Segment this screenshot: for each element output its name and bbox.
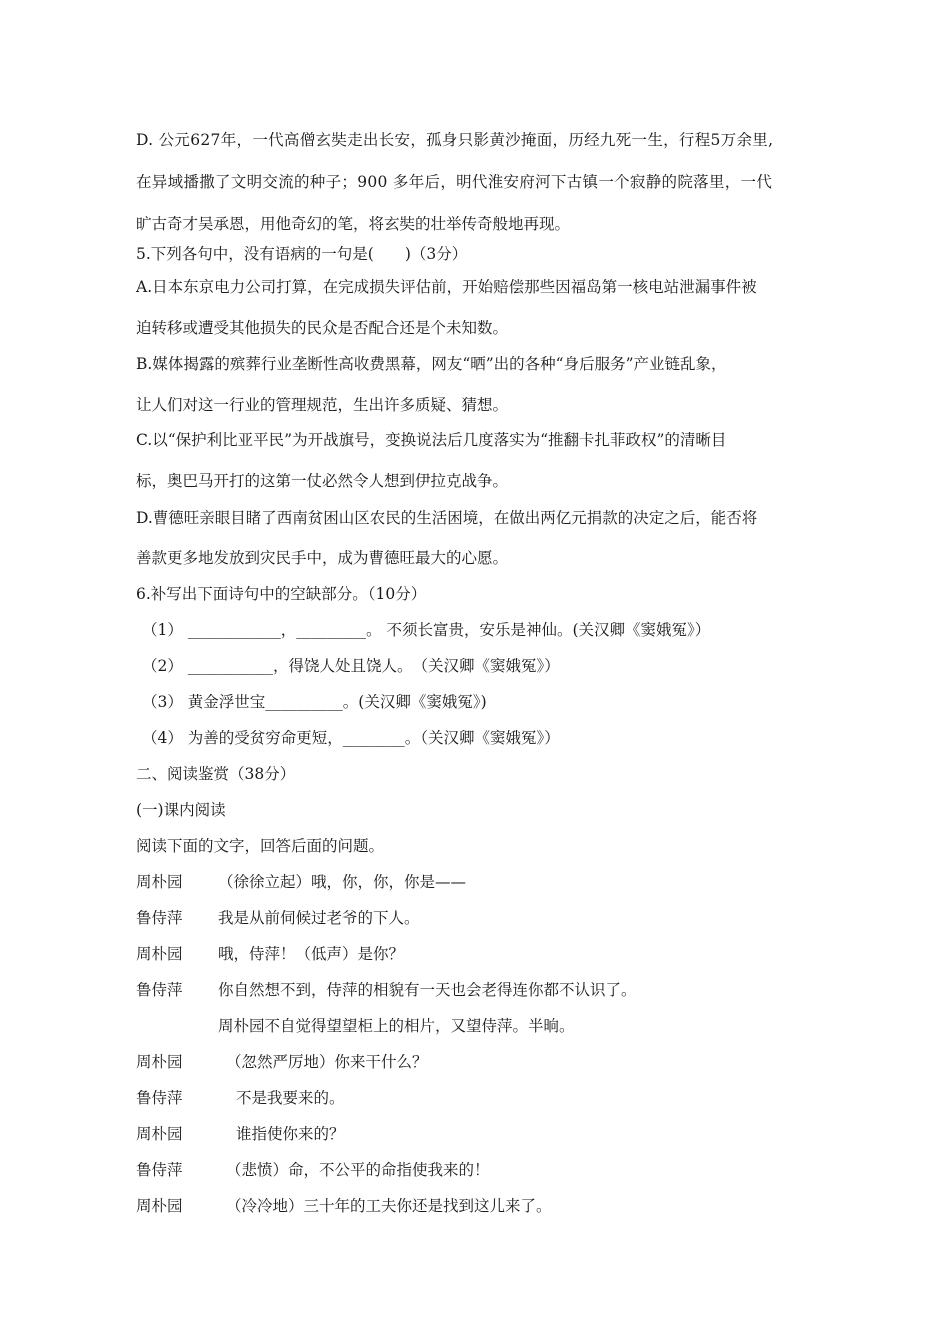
- q6-item-2: （2） ___________，得饶人处且饶人。 （关汉卿《窦娥冤》）: [142, 657, 560, 675]
- q4-option-d-line1: D. 公元627年，一代高僧玄奘走出长安，孤身只影黄沙掩面，历经九死一生，行程5万余里,: [136, 131, 774, 149]
- q5-option-a-line2: 迫转移或遭受其他损失的民众是否配合还是个未知数。: [136, 319, 509, 337]
- stage-direction: 周朴园不自觉得望望柜上的相片，又望侍萍。半晌。: [218, 1017, 575, 1035]
- q5-option-b-line2: 让人们对这一行业的管理规范，生出许多质疑、猜想。: [136, 396, 509, 414]
- section-2-title: 二、阅读鉴赏（38分）: [136, 765, 296, 783]
- dialogue-speaker: 鲁侍萍: [136, 981, 183, 999]
- q5-option-b-line1: B.媒体揭露的殡葬行业垄断性高收费黑幕，网友“晒”出的各种“身后服务”产业链乱象，: [136, 355, 727, 373]
- dialogue-speaker: 周朴园: [136, 1125, 183, 1143]
- q5-option-a-line1: A.日本东京电力公司打算，在完成损失评估前，开始赔偿那些因福岛第一核电站泄漏事件被: [136, 278, 757, 296]
- q4-option-d-line3: 旷古奇才吴承恩，用他奇幻的笔，将玄奘的壮举传奇般地再现。: [136, 215, 571, 233]
- dialogue-speaker: 周朴园: [136, 873, 183, 891]
- dialogue-line: （徐徐立起）哦，你，你，你是——: [218, 873, 467, 891]
- section-2-subtitle: (一)课内阅读: [136, 801, 226, 819]
- dialogue-speaker: 鲁侍萍: [136, 909, 183, 927]
- q5-option-d-line1: D.曹德旺亲眼目睹了西南贫困山区农民的生活困境，在做出两亿元捐款的决定之后，能否将: [136, 509, 758, 527]
- dialogue-speaker: 周朴园: [136, 945, 183, 963]
- q5-option-c-line1: C.以“保护利比亚平民”为开战旗号，变换说法后几度落实为“推翻卡扎菲政权”的清晰目: [136, 431, 727, 449]
- reading-instruction: 阅读下面的文字，回答后面的问题。: [136, 837, 385, 855]
- q6-item-3: （3） 黄金浮世宝__________。(关汉卿《窦娥冤》): [142, 693, 487, 711]
- q5-option-d-line2: 善款更多地发放到灾民手中，成为曹德旺最大的心愿。: [136, 549, 509, 567]
- dialogue-line: （悲愤）命，不公平的命指使我来的！: [226, 1161, 490, 1179]
- q6-item-4: （4） 为善的受贫穷命更短，________。（关汉卿《窦娥冤》）: [142, 729, 560, 747]
- dialogue-line: 不是我要来的。: [236, 1089, 345, 1107]
- dialogue-line: 我是从前伺候过老爷的下人。: [218, 909, 420, 927]
- dialogue-line: 哦，侍萍！（低声）是你？: [218, 945, 405, 963]
- dialogue-speaker: 鲁侍萍: [136, 1161, 183, 1179]
- q6-item-1: （1） ____________，_________。 不须长富贵，安乐是神仙。(关汉卿《窦娥冤》）: [142, 621, 711, 639]
- q5-option-c-line2: 标，奥巴马开打的这第一仗必然令人想到伊拉克战争。: [136, 472, 509, 490]
- dialogue-speaker: 鲁侍萍: [136, 1089, 183, 1107]
- dialogue-line: 谁指使你来的？: [236, 1125, 345, 1143]
- dialogue-line: （冷冷地）三十年的工夫你还是找到这儿来了。: [226, 1197, 552, 1215]
- q4-option-d-line2: 在异域播撒了文明交流的种子；900 多年后，明代淮安府河下古镇一个寂静的院落里，一代: [136, 173, 773, 191]
- dialogue-line: （忽然严厉地）你来干什么？: [226, 1053, 428, 1071]
- q5-stem: 5.下列各句中，没有语病的一句是( )（3分）: [136, 245, 468, 263]
- dialogue-line: 你自然想不到，侍萍的相貌有一天也会老得连你都不认识了。: [218, 981, 637, 999]
- q6-stem: 6.补写出下面诗句中的空缺部分。（10分）: [136, 585, 427, 603]
- dialogue-speaker: 周朴园: [136, 1197, 183, 1215]
- dialogue-speaker: 周朴园: [136, 1053, 183, 1071]
